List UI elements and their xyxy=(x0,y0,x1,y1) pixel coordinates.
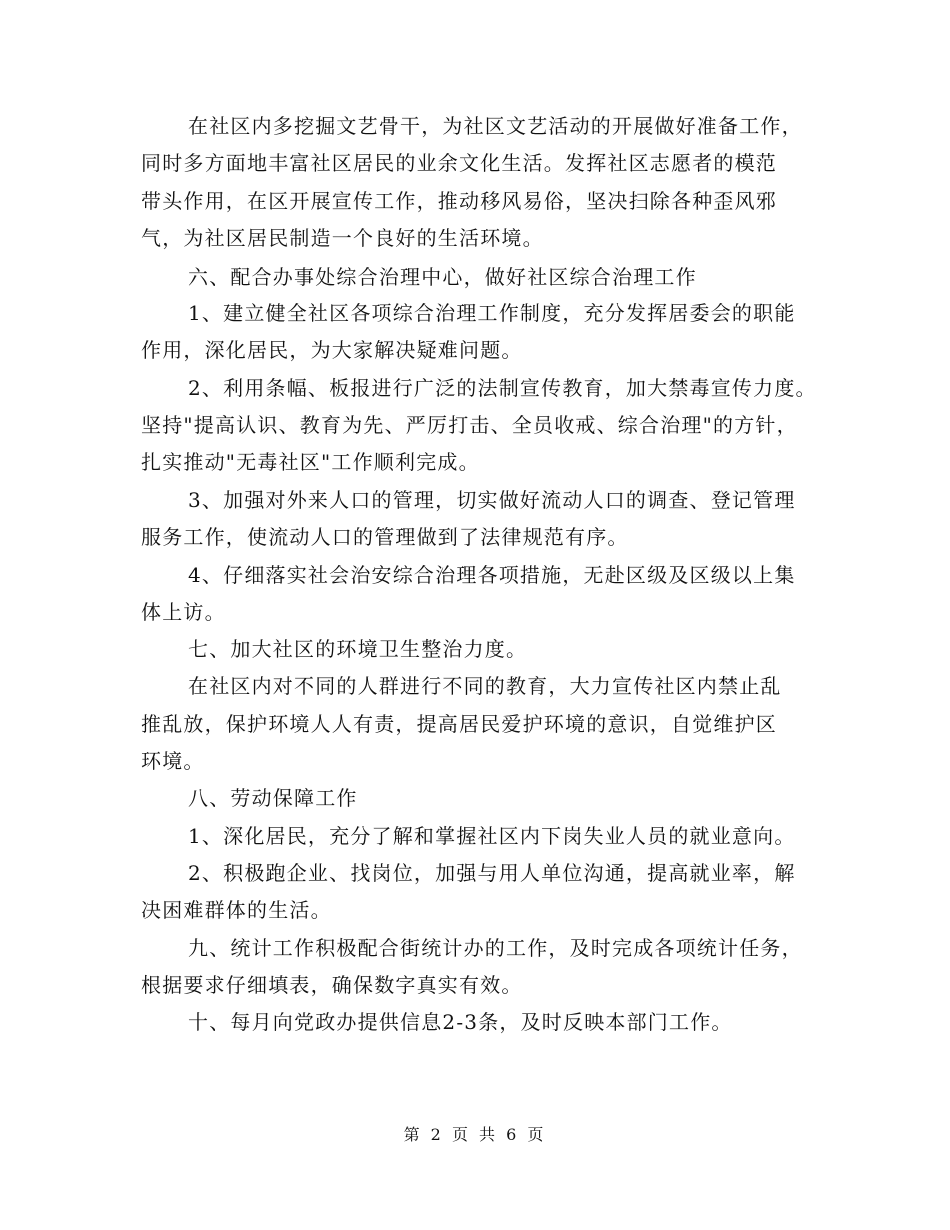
section-heading: 八、劳动保障工作 xyxy=(188,786,358,810)
text-line: 决困难群体的生活。 xyxy=(141,898,332,922)
section-heading: 七、加大社区的环境卫生整治力度。 xyxy=(188,637,528,661)
text-line: 体上访。 xyxy=(141,600,226,624)
section-heading: 九、统计工作积极配合街统计办的工作，及时完成各项统计任务， xyxy=(188,936,803,960)
text-line: 1、深化居民，充分了解和掌握社区内下岗失业人员的就业意向。 xyxy=(188,824,796,848)
section-heading: 六、配合办事处综合治理中心，做好社区综合治理工作 xyxy=(188,265,697,289)
text-line: 推乱放，保护环境人人有责，提高居民爱护环境的意识，自觉维护区 xyxy=(141,712,777,736)
page-number: 第 2 页 共 6 页 xyxy=(403,1125,547,1144)
section-heading: 十、每月向党政办提供信息2-3条，及时反映本部门工作。 xyxy=(188,1010,733,1034)
text-line: 在社区内多挖掘文艺骨干，为社区文艺活动的开展做好准备工作， xyxy=(188,114,803,138)
text-line: 扎实推动"无毒社区"工作顺利完成。 xyxy=(141,450,480,474)
text-line: 气，为社区居民制造一个良好的生活环境。 xyxy=(141,226,544,250)
text-line: 同时多方面地丰富社区居民的业余文化生活。发挥社区志愿者的模范 xyxy=(141,151,777,175)
text-line: 在社区内对不同的人群进行不同的教育，大力宣传社区内禁止乱 xyxy=(188,674,782,698)
text-line: 带头作用，在区开展宣传工作，推动移风易俗，坚决扫除各种歪风邪 xyxy=(141,189,777,213)
text-line: 环境。 xyxy=(141,749,205,773)
text-line: 服务工作，使流动人口的管理做到了法律规范有序。 xyxy=(141,525,629,549)
text-line: 2、积极跑企业、找岗位，加强与用人单位沟通，提高就业率，解 xyxy=(188,861,796,885)
text-line: 坚持"提高认识、教育为先、严厉打击、全员收戒、综合治理"的方针， xyxy=(141,413,798,437)
text-line: 根据要求仔细填表，确保数字真实有效。 xyxy=(141,973,523,997)
text-line: 3、加强对外来人口的管理，切实做好流动人口的调查、登记管理 xyxy=(188,488,796,512)
text-line: 2、利用条幅、板报进行广泛的法制宣传教育，加大禁毒宣传力度。 xyxy=(188,376,817,400)
text-line: 1、建立健全社区各项综合治理工作制度，充分发挥居委会的职能 xyxy=(188,301,796,325)
text-line: 4、仔细落实社会治安综合治理各项措施，无赴区级及区级以上集 xyxy=(188,563,796,587)
text-line: 作用，深化居民，为大家解决疑难问题。 xyxy=(141,338,523,362)
